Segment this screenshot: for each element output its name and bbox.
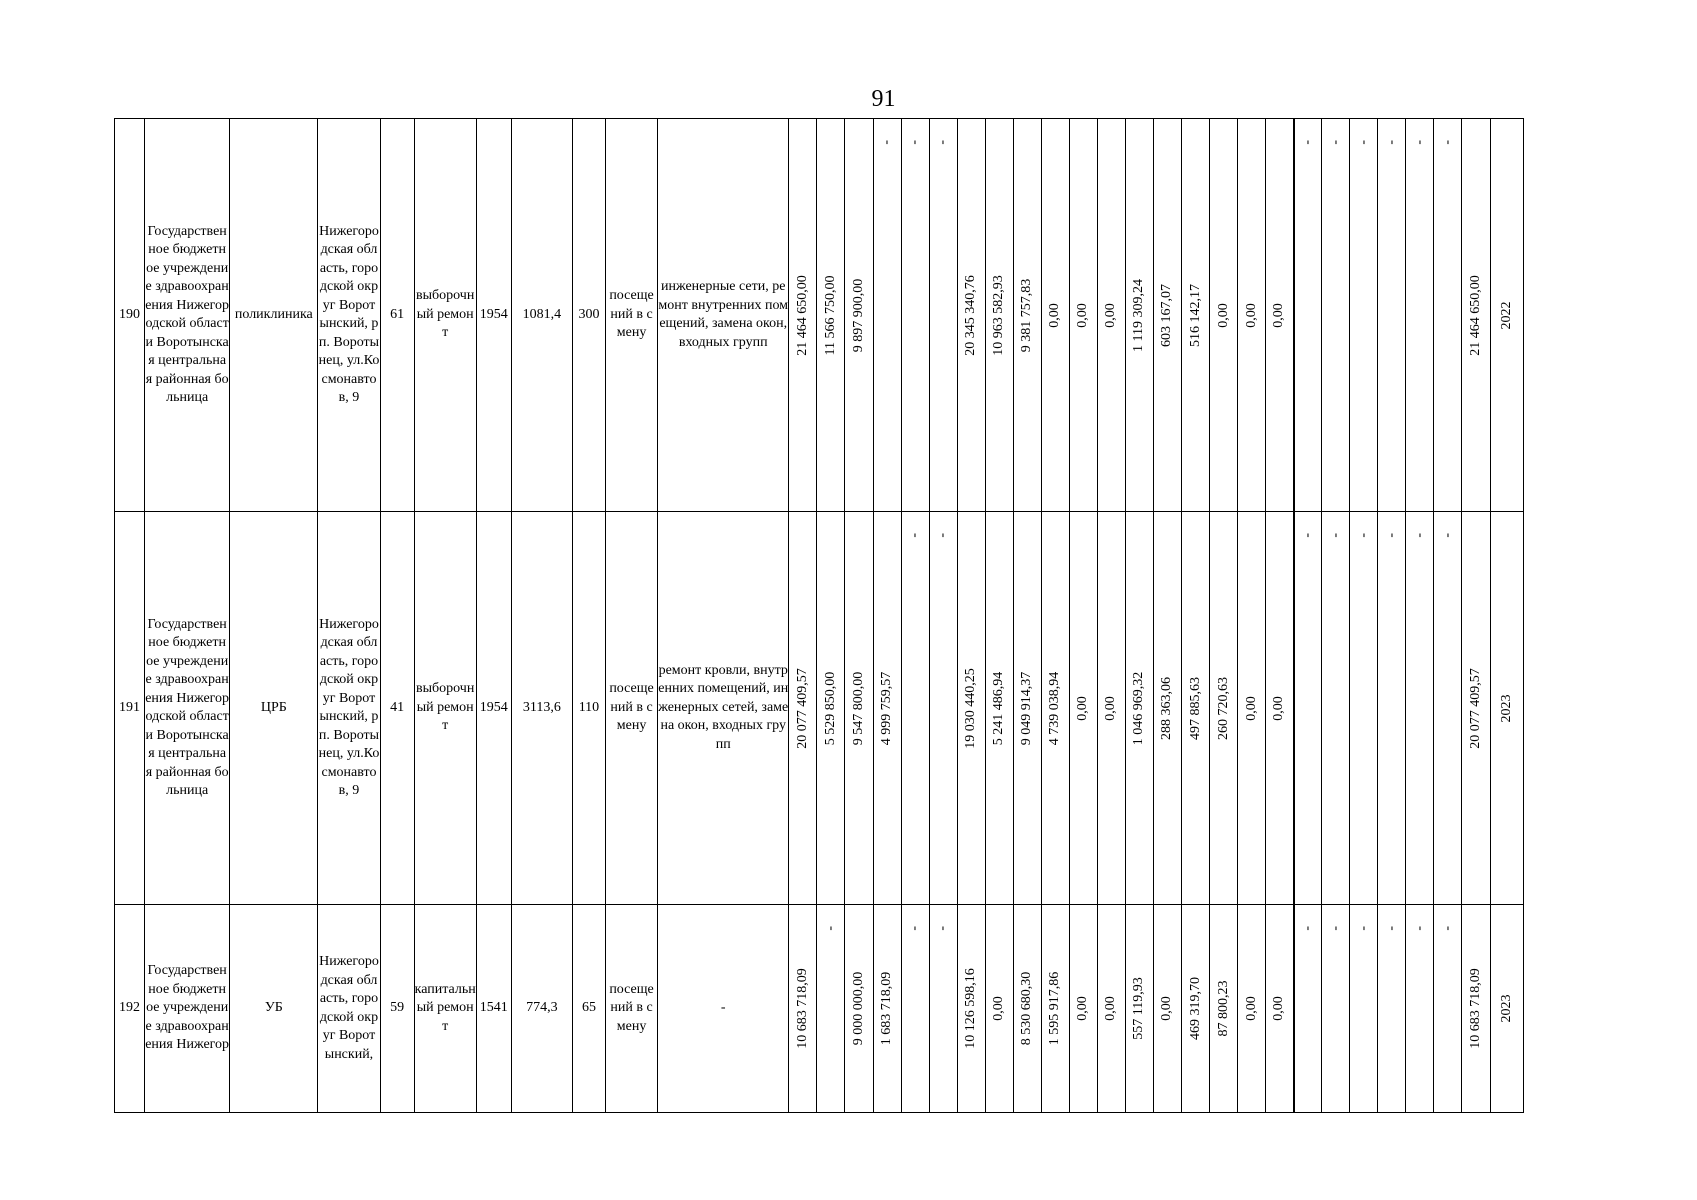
organization-name: Государственное бюджетное учреждение здравоохранения Нижегор [145, 905, 230, 1113]
capacity-value: 65 [572, 905, 605, 1113]
value-text: - [1439, 139, 1455, 145]
value-cell [985, 119, 1013, 512]
value-cell [929, 905, 957, 1113]
value-cell [1069, 119, 1097, 512]
year-built: 1541 [476, 905, 511, 1113]
value-cell [1041, 905, 1069, 1113]
value-cell [1013, 512, 1041, 905]
capacity-unit: посещений в смену [605, 512, 657, 905]
value-text: - [878, 139, 894, 145]
value-cell [1125, 512, 1153, 905]
value-text: 469 319,70 [1187, 977, 1203, 1040]
value-text: 260 720,63 [1215, 676, 1231, 740]
value-text: 1 119 309,24 [1131, 278, 1147, 352]
value-cell [1462, 905, 1490, 1113]
value-text: 0,00 [990, 996, 1006, 1021]
value-text: 0,00 [1103, 996, 1119, 1021]
code-value: 61 [380, 119, 414, 512]
registry-table [114, 118, 1524, 1113]
value-cell [1041, 119, 1069, 512]
organization-name: Государственное бюджетное учреждение здравоохранения Нижегородской области Воротынская центральная районная больница [145, 119, 230, 512]
value-text: - [1383, 139, 1399, 145]
floor-area: 774,3 [511, 905, 572, 1113]
value-cell [1266, 119, 1294, 512]
floor-area: 1081,4 [511, 119, 572, 512]
value-text: 0,00 [1271, 695, 1287, 721]
value-text: 0,00 [1075, 996, 1091, 1021]
row-number: 190 [115, 119, 145, 512]
value-text: 10 683 718,09 [1467, 968, 1483, 1049]
row-number: 192 [115, 905, 145, 1113]
value-cell [985, 905, 1013, 1113]
value-text: - [906, 925, 922, 931]
value-cell [1266, 905, 1294, 1113]
value-text: 0,00 [1103, 695, 1119, 721]
value-cell [789, 512, 817, 905]
value-text: - [1355, 139, 1371, 145]
value-cell [1125, 905, 1153, 1113]
capacity-unit: посещений в смену [605, 905, 657, 1113]
value-text: 1 046 969,32 [1131, 671, 1147, 745]
value-cell [1350, 905, 1378, 1113]
page-number: 91 [871, 86, 896, 112]
value-cell [1406, 905, 1434, 1113]
value-cell [985, 512, 1013, 905]
value-cell [929, 512, 957, 905]
value-text: 0,00 [1271, 302, 1287, 328]
value-cell [1097, 905, 1125, 1113]
value-text: - [906, 532, 922, 538]
object-name: поликлиника [230, 119, 318, 512]
capacity-value: 110 [572, 512, 605, 905]
value-text: 0,00 [1075, 695, 1091, 721]
value-cell [817, 512, 845, 905]
value-text: - [1299, 925, 1315, 931]
value-cell [1294, 512, 1322, 905]
value-text: 557 119,93 [1131, 977, 1147, 1040]
value-text: - [1327, 925, 1343, 931]
object-address: Нижегородская область, городской округ Воротынский, [318, 905, 380, 1113]
value-cell [1294, 119, 1322, 512]
value-text: 10 126 598,16 [962, 968, 978, 1049]
value-cell [1153, 905, 1181, 1113]
value-cell [1294, 905, 1322, 1113]
value-text: 0,00 [1271, 996, 1287, 1021]
value-cell [1125, 119, 1153, 512]
value-text: 0,00 [1047, 302, 1063, 328]
value-cell [1210, 119, 1238, 512]
value-cell [1238, 512, 1266, 905]
value-text: 1 595 917,86 [1047, 971, 1063, 1046]
value-cell [1013, 905, 1041, 1113]
value-cell [1069, 512, 1097, 905]
organization-name: Государственное бюджетное учреждение здравоохранения Нижегородской области Воротынская центральная районная больница [145, 512, 230, 905]
value-cell [1041, 512, 1069, 905]
value-text: - [1439, 532, 1455, 538]
object-name: УБ [230, 905, 318, 1113]
value-cell [1266, 512, 1294, 905]
value-text: 4 739 038,94 [1047, 671, 1063, 745]
value-text: 9 049 914,37 [1019, 671, 1034, 745]
value-cell [1013, 119, 1041, 512]
table-row [115, 512, 1524, 905]
value-text: - [1327, 139, 1343, 145]
works-description: - [658, 905, 789, 1113]
value-cell [957, 905, 985, 1113]
repair-type: выборочный ремонт [414, 512, 476, 905]
value-cell [1322, 119, 1350, 512]
value-cell [901, 119, 929, 512]
year-built: 1954 [476, 119, 511, 512]
value-cell [1322, 512, 1350, 905]
value-text: 5 241 486,94 [990, 671, 1006, 745]
value-cell [1462, 119, 1490, 512]
value-cell [1434, 512, 1462, 905]
value-text: - [1411, 139, 1427, 145]
value-cell [873, 905, 901, 1113]
value-cell [1097, 119, 1125, 512]
value-text: 0,00 [1103, 302, 1119, 328]
value-text: - [1383, 925, 1399, 931]
value-cell [1490, 512, 1523, 905]
value-cell [1182, 512, 1210, 905]
year-built: 1954 [476, 512, 511, 905]
value-text: 2023 [1498, 694, 1514, 722]
works-description: инженерные сети, ремонт внутренних помещений, замена окон, входных групп [658, 119, 789, 512]
value-text: - [1411, 925, 1427, 931]
value-cell [789, 119, 817, 512]
repair-type: выборочный ремонт [414, 119, 476, 512]
value-cell [873, 119, 901, 512]
value-text: 497 885,63 [1187, 676, 1203, 740]
value-cell [1238, 905, 1266, 1113]
value-cell [901, 905, 929, 1113]
value-text: 11 566 750,00 [822, 275, 838, 355]
value-text: - [934, 925, 950, 931]
value-text: 10 963 582,93 [990, 274, 1006, 356]
value-text: - [1299, 139, 1315, 145]
value-text: 21 464 650,00 [1467, 274, 1483, 356]
value-cell [1490, 119, 1523, 512]
value-text: 516 142,17 [1187, 283, 1203, 347]
value-cell [1378, 119, 1406, 512]
value-text: 2022 [1498, 301, 1514, 329]
value-cell [789, 905, 817, 1113]
value-text: 10 683 718,09 [794, 968, 810, 1049]
value-cell [1378, 905, 1406, 1113]
value-text: - [1355, 532, 1371, 538]
value-text: - [1299, 532, 1315, 538]
value-cell [1462, 512, 1490, 905]
value-cell [1153, 119, 1181, 512]
value-text: 19 030 440,25 [962, 667, 978, 749]
code-value: 41 [380, 512, 414, 905]
value-cell [1322, 905, 1350, 1113]
value-cell [901, 512, 929, 905]
repair-type: капитальный ремонт [414, 905, 476, 1113]
value-text: 9 000 000,00 [850, 971, 866, 1046]
value-cell [1097, 512, 1125, 905]
value-text: 5 529 850,00 [822, 671, 838, 745]
table-row [115, 119, 1524, 512]
value-cell [1406, 119, 1434, 512]
floor-area: 3113,6 [511, 512, 572, 905]
value-cell [1350, 512, 1378, 905]
value-cell [1434, 905, 1462, 1113]
capacity-unit: посещений в смену [605, 119, 657, 512]
value-cell [1350, 119, 1378, 512]
value-cell [1153, 512, 1181, 905]
value-text: - [906, 139, 922, 145]
value-text: 2023 [1498, 994, 1514, 1023]
value-cell [1406, 512, 1434, 905]
value-text: 9 547 800,00 [850, 671, 866, 745]
value-text: 288 363,06 [1159, 676, 1175, 740]
value-cell [1490, 905, 1523, 1113]
value-text: 9 381 757,83 [1019, 278, 1034, 352]
value-cell [929, 119, 957, 512]
value-cell [817, 119, 845, 512]
value-cell [845, 905, 873, 1113]
value-cell [957, 119, 985, 512]
value-text: 20 077 409,57 [794, 667, 810, 749]
value-text: 0,00 [1243, 996, 1259, 1021]
value-text: 8 530 680,30 [1019, 971, 1034, 1046]
value-text: - [1355, 925, 1371, 931]
value-cell [1434, 119, 1462, 512]
value-text: 9 897 900,00 [850, 278, 866, 352]
value-cell [845, 512, 873, 905]
works-description: ремонт кровли, внутренних помещений, инженерных сетей, замена окон, входных групп [658, 512, 789, 905]
value-text: - [934, 139, 950, 145]
value-text: 0,00 [1243, 302, 1259, 328]
value-text: 1 683 718,09 [878, 971, 894, 1046]
value-cell [845, 119, 873, 512]
value-text: 20 077 409,57 [1467, 667, 1483, 749]
row-number: 191 [115, 512, 145, 905]
value-cell [817, 905, 845, 1113]
value-text: 0,00 [1159, 996, 1175, 1021]
table-row [115, 905, 1524, 1113]
value-cell [1210, 512, 1238, 905]
value-text: - [1327, 532, 1343, 538]
value-text: 603 167,07 [1159, 283, 1175, 347]
object-name: ЦРБ [230, 512, 318, 905]
value-cell [1182, 119, 1210, 512]
value-cell [1210, 905, 1238, 1113]
code-value: 59 [380, 905, 414, 1113]
object-address: Нижегородская область, городской округ Воротынский, рп. Воротынец, ул.Космонавтов, 9 [318, 119, 380, 512]
value-text: - [1411, 532, 1427, 538]
value-cell [873, 512, 901, 905]
capacity-value: 300 [572, 119, 605, 512]
value-text: 20 345 340,76 [962, 274, 978, 356]
value-cell [1069, 905, 1097, 1113]
value-cell [957, 512, 985, 905]
value-text: 4 999 759,57 [878, 671, 894, 745]
value-cell [1238, 119, 1266, 512]
value-text: - [822, 925, 838, 931]
value-text: - [1439, 925, 1455, 931]
value-text: - [934, 532, 950, 538]
value-cell [1182, 905, 1210, 1113]
value-text: 0,00 [1215, 302, 1231, 328]
object-address: Нижегородская область, городской округ Воротынский, рп. Воротынец, ул.Космонавтов, 9 [318, 512, 380, 905]
value-text: 0,00 [1075, 302, 1091, 328]
value-cell [1378, 512, 1406, 905]
value-text: 21 464 650,00 [794, 274, 810, 356]
value-text: 0,00 [1243, 695, 1259, 721]
value-text: 87 800,23 [1215, 980, 1231, 1037]
value-text: - [1383, 532, 1399, 538]
